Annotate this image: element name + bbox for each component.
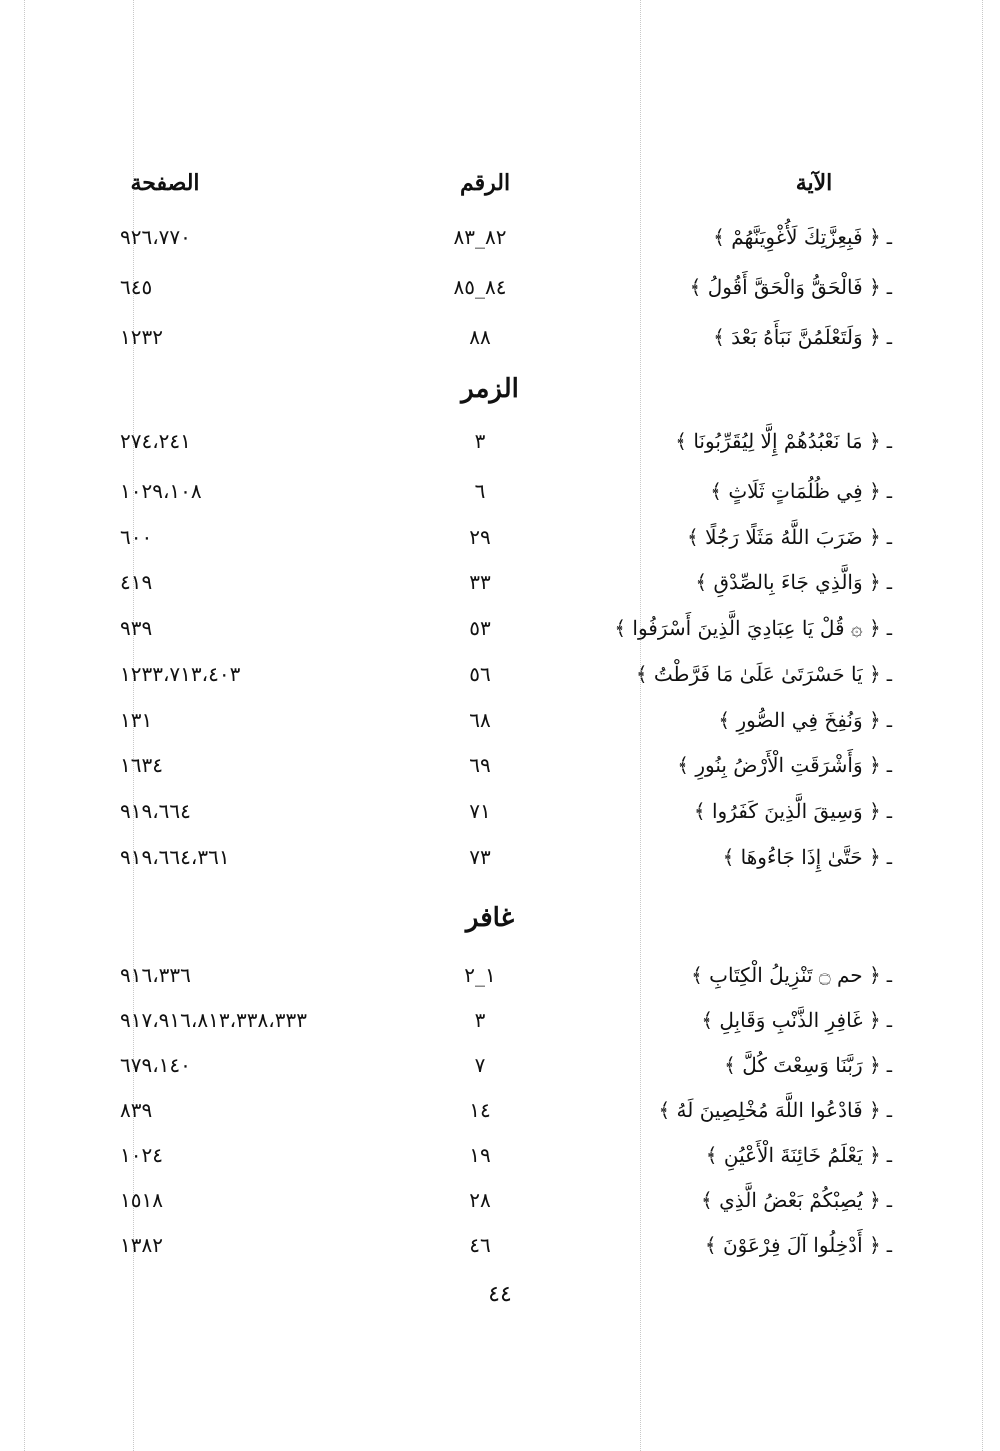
surah-heading: غافر — [465, 903, 515, 933]
ayah-number: ٥٦ — [469, 662, 491, 686]
ayah-number: ٧ — [474, 1053, 486, 1077]
index-row — [0, 796, 1000, 840]
index-row — [0, 476, 1000, 520]
header-ayah: الآية — [795, 170, 833, 196]
header-number: الرقم — [459, 170, 511, 196]
page-refs: ٩٣٩ — [120, 616, 153, 640]
page-refs: ٩١٦،٣٣٦ — [120, 963, 191, 987]
ayah-text: ـ﴿ يَا حَسْرَتَىٰ عَلَىٰ مَا فَرَّطْتُ ﴾ — [635, 662, 892, 686]
ayah-text: ـ﴿ فَادْعُوا اللَّهَ مُخْلِصِينَ لَهُ ﴾ — [658, 1098, 892, 1122]
ayah-text: ـ﴿ وَلَتَعْلَمُنَّ نَبَأَهُ بَعْدَ ﴾ — [713, 325, 892, 349]
page-refs: ١٢٣٣،٧١٣،٤٠٣ — [120, 662, 241, 686]
index-row — [0, 659, 1000, 703]
ayah-text: ـ﴿ يُصِبْكُمْ بَعْضُ الَّذِي ﴾ — [701, 1188, 892, 1212]
page-refs: ١٠٢٩،١٠٨ — [120, 479, 202, 503]
index-row — [0, 960, 1000, 1004]
ayah-text: ـ﴿ ۞ قُلْ يَا عِبَادِيَ الَّذِينَ أَسْرَفُوا ﴾ — [614, 616, 892, 640]
ayah-number: ١٤ — [469, 1098, 491, 1122]
page-refs: ٢٧٤،٢٤١ — [120, 429, 191, 453]
page-refs: ٩١٧،٩١٦،٨١٣،٣٣٨،٣٣٣ — [120, 1008, 307, 1032]
page-refs: ٩١٩،٦٦٤ — [120, 799, 191, 823]
ayah-text: ـ﴿ حَتَّىٰ إِذَا جَاءُوهَا ﴾ — [722, 845, 892, 869]
page-refs: ٦٧٩،١٤٠ — [120, 1053, 191, 1077]
ayah-number: ٨٢_٨٣ — [453, 225, 507, 249]
index-row — [0, 522, 1000, 566]
ayah-number: ٦٨ — [469, 708, 491, 732]
page-refs: ٩١٩،٦٦٤،٣٦١ — [120, 845, 230, 869]
ayah-text: ـ﴿ فِي ظُلُمَاتٍ ثَلَاثٍ ﴾ — [710, 479, 892, 503]
ayah-text: ـ﴿ غَافِرِ الذَّنْبِ وَقَابِلِ ﴾ — [701, 1008, 892, 1032]
index-row — [0, 1005, 1000, 1049]
ayah-number: ٣ — [474, 429, 486, 453]
page-number: ٤٤ — [488, 1282, 512, 1307]
index-row — [0, 842, 1000, 886]
index-row — [0, 705, 1000, 749]
ayah-number: ٨٨ — [469, 325, 491, 349]
page-refs: ٦٠٠ — [120, 525, 153, 549]
ayah-number: ٧١ — [469, 799, 491, 823]
index-row — [0, 1095, 1000, 1139]
ayah-text: ـ﴿ ضَرَبَ اللَّهُ مَثَلًا رَجُلًا ﴾ — [687, 525, 892, 549]
ayah-number: ٦ — [474, 479, 486, 503]
page-refs: ١٦٣٤ — [120, 753, 163, 777]
page-refs: ٦٤٥ — [120, 275, 153, 299]
ayah-text: ـ﴿ مَا نَعْبُدُهُمْ إِلَّا لِيُقَرِّبُونَا ﴾ — [675, 429, 892, 453]
index-row — [0, 1050, 1000, 1094]
index-row — [0, 426, 1000, 470]
index-row — [0, 222, 1000, 266]
ayah-text: ـ﴿ رَبَّنَا وَسِعْتَ كُلَّ ﴾ — [724, 1053, 892, 1077]
page-refs: ٨٣٩ — [120, 1098, 153, 1122]
page-refs: ١٢٣٢ — [120, 325, 163, 349]
ayah-number: ٧٣ — [469, 845, 491, 869]
ayah-number: ١_٢ — [464, 963, 496, 987]
ayah-number: ٢٨ — [469, 1188, 491, 1212]
index-row — [0, 322, 1000, 366]
ayah-text: ـ﴿ فَالْحَقُّ وَالْحَقَّ أَقُولُ ﴾ — [689, 275, 892, 299]
ayah-text: ـ﴿ يَعْلَمُ خَائِنَةَ الْأَعْيُنِ ﴾ — [705, 1143, 892, 1167]
ayah-number: ٦٩ — [469, 753, 491, 777]
ayah-number: ٢٩ — [469, 525, 491, 549]
page-refs: ٤١٩ — [120, 570, 153, 594]
ayah-number: ٣ — [474, 1008, 486, 1032]
page-refs: ١٣١ — [120, 708, 153, 732]
page-refs: ٩٢٦،٧٧٠ — [120, 225, 191, 249]
page-refs: ١٣٨٢ — [120, 1233, 163, 1257]
index-row — [0, 1230, 1000, 1274]
ayah-text: ـ﴿ أَدْخِلُوا آلَ فِرْعَوْنَ ﴾ — [704, 1233, 892, 1257]
ayah-text: ـ﴿ فَبِعِزَّتِكَ لَأُغْوِيَنَّهُمْ ﴾ — [713, 225, 892, 249]
page-refs: ١٥١٨ — [120, 1188, 163, 1212]
ayah-text: ـ﴿ وَنُفِخَ فِي الصُّورِ ﴾ — [718, 708, 892, 732]
surah-heading: الزمر — [461, 374, 519, 404]
ayah-number: ٣٣ — [469, 570, 491, 594]
ayah-text: ـ﴿ وَأَشْرَقَتِ الْأَرْضُ بِنُورِ ﴾ — [677, 753, 892, 777]
ayah-number: ٨٤_٨٥ — [453, 275, 507, 299]
index-row — [0, 1185, 1000, 1229]
ayah-text: ـ﴿ وَالَّذِي جَاءَ بِالصِّدْقِ ﴾ — [695, 570, 892, 594]
ayah-text: ـ﴿ وَسِيقَ الَّذِينَ كَفَرُوا ﴾ — [693, 799, 892, 823]
index-row — [0, 1140, 1000, 1184]
index-row — [0, 272, 1000, 316]
index-row — [0, 750, 1000, 794]
ayah-number: ٤٦ — [469, 1233, 491, 1257]
ayah-number: ١٩ — [469, 1143, 491, 1167]
index-row — [0, 613, 1000, 657]
index-row — [0, 567, 1000, 611]
ayah-number: ٥٣ — [469, 616, 491, 640]
header-page: الصفحة — [130, 170, 200, 196]
ayah-text: ـ﴿ حم ۝ تَنْزِيلُ الْكِتَابِ ﴾ — [691, 963, 892, 987]
page-refs: ١٠٢٤ — [120, 1143, 163, 1167]
